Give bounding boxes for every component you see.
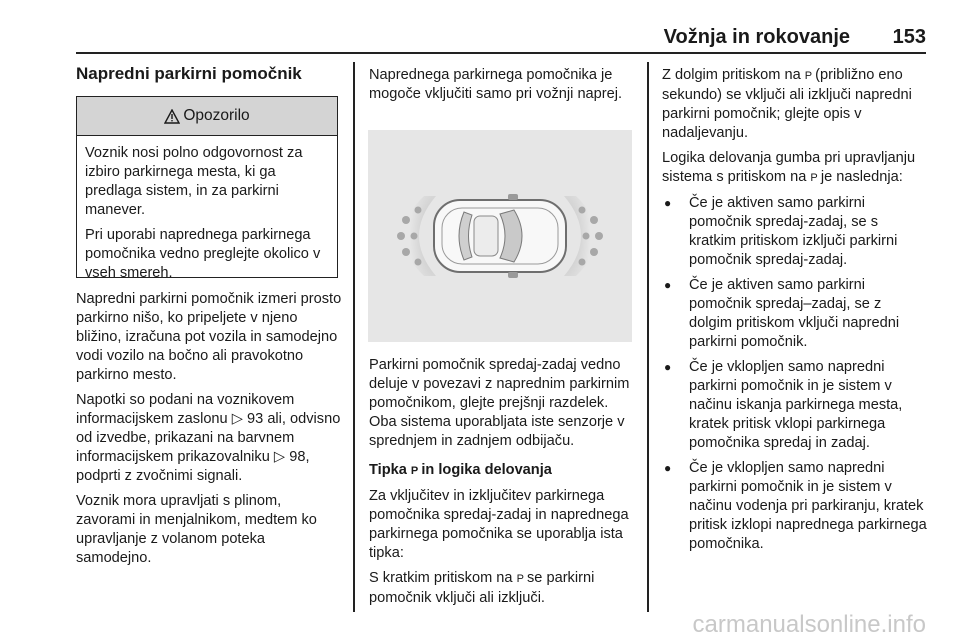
paragraph: Za vključitev in izključitev parkirnega pomočnika spredaj-zadaj in naprednega parkirnega pomočnika se uporablja ista tipka: (369, 488, 629, 561)
column-2-text (369, 356, 639, 614)
list-item: ● Če je aktiven samo parkirni pomočnik spredaj–zadaj, se z dolgim pritiskom vključi napredni parkirni pomočnik. (662, 276, 928, 352)
list-item: ● Če je vklopljen samo napredni parkirni pomočnik in je sistem v načinu vodenja pri parkiranju, kratek pritisk izklopi naprednega parkirnega pomočnika. (662, 459, 928, 554)
paragraph: Parkirni pomočnik spredaj-zadaj vedno deluje v povezavi z naprednim parkirnim pomočnikom, glejte prejšnji razdelek. Oba sistema uporabljata iste senzorje v sprednjem in zadnjem odbijaču. (369, 357, 630, 449)
column-divider-1 (353, 62, 355, 612)
page-reference-arrow-icon: ▷ (273, 449, 286, 465)
warning-box (76, 96, 338, 281)
paragraph-with-references: Napotki so podani na voznikovem informacijskem zaslonu ▷ 93 ali, odvisno od izvedbe, prikazani na barvnem informacijskem prikazovalniku ▷ 98, podprti z zvočnimi signali. (76, 392, 341, 484)
warning-paragraph: Pri uporabi naprednega parkirnega pomočnika vedno preglejte okolico v vseh smereh. (85, 227, 321, 281)
paragraph: Voznik mora upravljati s plinom, zavorami in menjalnikom, medtem ko upravljanje z volanom poteka samodejno. (76, 493, 317, 566)
warning-body (77, 136, 337, 283)
column-2-intro (369, 66, 637, 110)
running-header-title: Vožnja in rokovanje (663, 26, 850, 48)
car-top-view-icon (368, 130, 632, 342)
paragraph: Z dolgim pritiskom na P (približno eno sekundo) se vključi ali izključi napredni parkirni pomočnik; glejte opis v nadaljevanju. (662, 67, 912, 141)
watermark: carmanualsonline.info (692, 611, 926, 638)
page-reference-link[interactable]: 98 (289, 449, 306, 465)
park-assist-button-icon: P (810, 172, 817, 184)
list-item: ● Če je aktiven samo parkirni pomočnik spredaj-zadaj, se s kratkim pritiskom izključi parkirni pomočnik spredaj-zadaj. (662, 194, 928, 270)
park-assist-button-icon: P (516, 573, 523, 585)
parking-sensor-illustration (368, 130, 632, 342)
page-reference-arrow-icon: ▷ (231, 411, 243, 427)
bullet-list (662, 194, 928, 554)
park-assist-button-icon: P (410, 465, 418, 477)
column-1-text (76, 290, 344, 574)
paragraph: Napredni parkirni pomočnik izmeri prosto parkirno nišo, ko pripeljete v njeno bližino, izračuna pot vozila in samodejno vodi vozilo na bočno ali pravokotno parkirno mesto. (76, 291, 342, 383)
section-title: Napredni parkirni pomočnik (76, 64, 302, 83)
paragraph: Naprednega parkirnega pomočnika je mogoče vključiti samo pri vožnji naprej. (369, 67, 623, 102)
warning-heading: Opozorilo (183, 107, 250, 124)
column-divider-2 (647, 62, 649, 612)
warning-triangle-icon (164, 109, 180, 124)
paragraph: S kratkim pritiskom na P se parkirni pomočnik vključi ali izključi. (369, 570, 595, 606)
list-item: ● Če je vklopljen samo napredni parkirni pomočnik in je sistem v načinu iskanja parkirnega mesta, kratek pritisk vklopi parkirnega pomočnika spredaj in zadaj. (662, 358, 928, 453)
page-number: 153 (892, 26, 926, 48)
column-3-text (662, 66, 928, 560)
park-assist-button-icon: P (804, 70, 812, 82)
header-divider (76, 52, 926, 54)
warning-header (77, 97, 337, 136)
subheading: Tipka P in logika delovanja (369, 461, 639, 481)
warning-paragraph: Voznik nosi polno odgovornost za izbiro parkirnega mesta, ki ga predlaga sistem, in za parkirni manever. (85, 145, 303, 218)
paragraph: Logika delovanja gumba pri upravljanju sistema s pritiskom na P je naslednja: (662, 149, 928, 188)
page-reference-link[interactable]: 93 (247, 411, 264, 427)
